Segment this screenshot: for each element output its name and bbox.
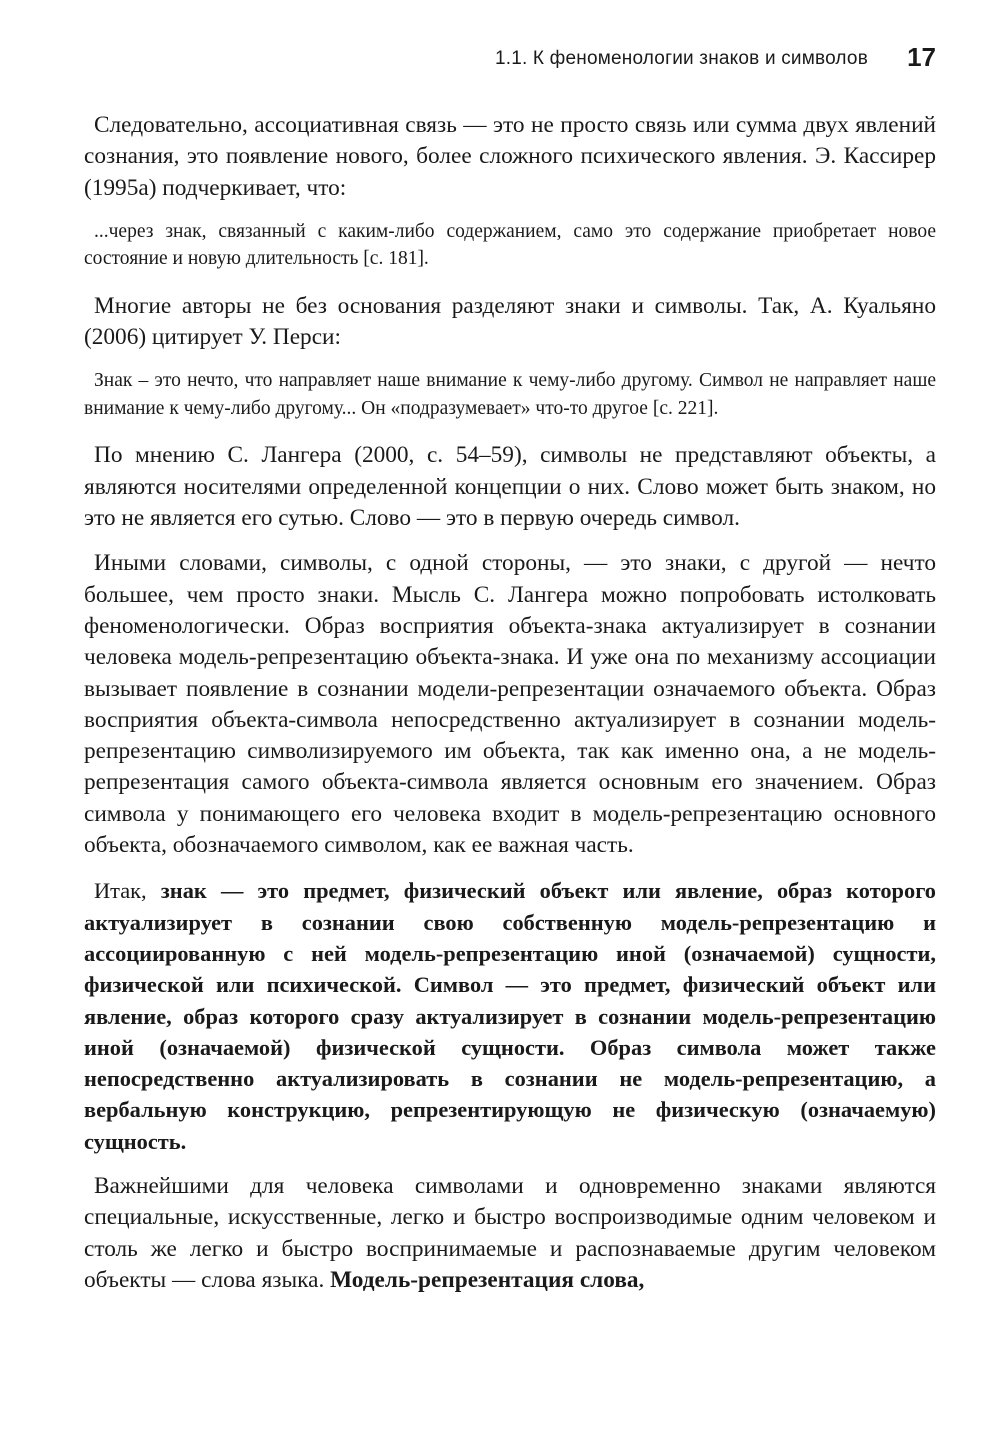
definitions-lead: Итак,: [94, 878, 161, 904]
paragraph-associative-link: Следовательно, ассоциативная связь — это не просто связь или сумма двух явлений сознания, это появление нового, более сложного психического явления. Э. Кассирер (1995а) подчеркивает, что:: [84, 112, 936, 201]
paragraph-langer: По мнению С. Лангера (2000, с. 54–59), символы не представляют объекты, а являются носителями определенной концепции о них. Слово может быть знаком, но это не является его сутью. Слово — это в первую очередь символ.: [84, 442, 936, 532]
definitions-bold: знак — это предмет, физический объект или явление, образ которого актуализирует в сознании свою собственную модель-репрезентацию и ассоциированную с ней модель-репрезентацию иной (означаемой) сущности, физической или психической. Символ — это предмет, физический объект или явление, образ которого сразу актуализирует в сознании модель-репрезентацию иной (означаемой) физической сущности. Образ символа может также непосредственно актуализировать в сознании не модель-репрезентацию, а вербальную конструкцию, репрезентирующую не физическую (означаемую) сущность.: [84, 878, 936, 1154]
quote-cassirer: ...через знак, связанный с каким-либо содержанием, само это содержание приобретает новое состояние и новую длительность [с. 181].: [84, 220, 936, 270]
words-bold: Модель-репрезентация слова,: [330, 1266, 645, 1293]
paragraph-signs-and-symbols: Многие авторы не без основания разделяют знаки и символы. Так, А. Куальяно (2006) цитирует У. Перси:: [84, 292, 936, 351]
quote-percy: Знак – это нечто, что направляет наше внимание к чему-либо другому. Символ не направляет наше внимание к чему-либо другому... Он «подразумевает» что-то другое [с. 221].: [84, 370, 936, 419]
page-number: 17: [907, 42, 936, 72]
paragraph-phenomenology: Иными словами, символы, с одной стороны, — это знаки, с другой — нечто большее, чем просто знаки. Мысль С. Лангера можно попробовать истолковать феноменологически. Образ восприятия объекта-знака актуализирует в сознании человека модель-репрезентацию объекта-знака. И уже она по механизму ассоциации вызывает появление в сознании модели-репрезентации означаемого объекта. Образ восприятия объекта-символа непосредственно актуализирует в сознании модель-репрезентацию символизируемого им объекта, так как именно она, а не модель-репрезентация самого объекта-символа является основным его значением. Образ символа у понимающего его человека входит в модель-репрезентацию основного объекта, обозначаемого символом, как ее важная часть.: [84, 550, 936, 859]
paragraph-definitions: [84, 875, 936, 1157]
running-head: [84, 42, 936, 82]
body-text: [84, 110, 936, 1310]
paragraph-words: [84, 1171, 936, 1296]
words-text: Важнейшими для человека символами и одновременно знаками являются специальные, искусственные, легко и быстро воспроизводимые одним человеком и столь же легко и быстро воспринимаемые и распознаваемые другим человеком объекты — слова языка.: [84, 1173, 936, 1293]
running-title: 1.1. К феноменологии знаков и символов: [494, 48, 868, 69]
